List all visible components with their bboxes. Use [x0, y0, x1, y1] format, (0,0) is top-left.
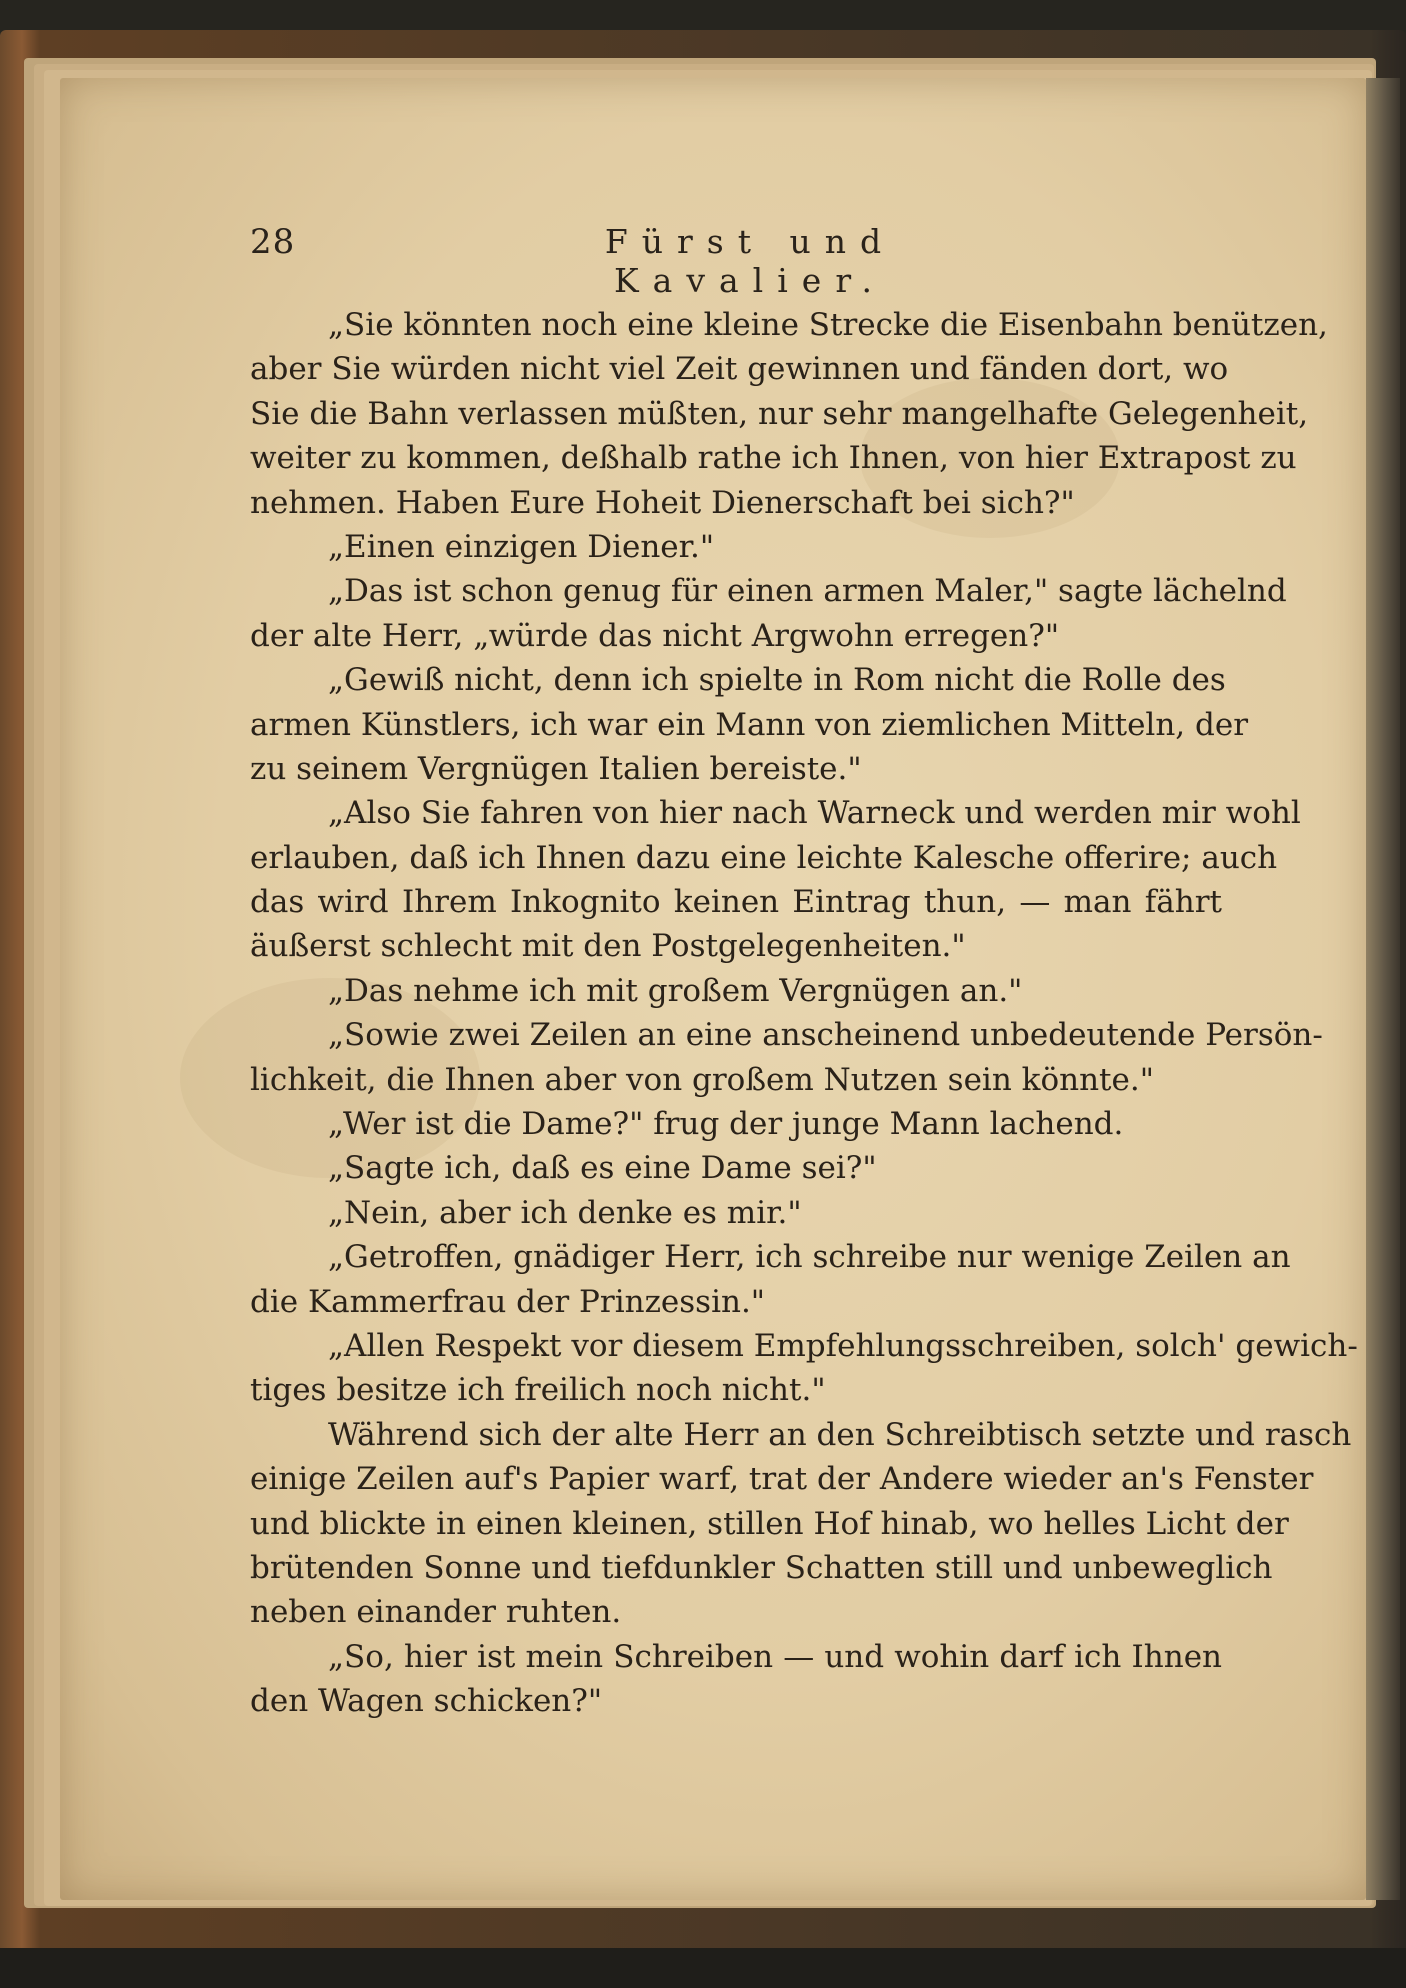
scan-background-bottom	[0, 1948, 1406, 1988]
text-line: „Gewiß nicht, denn ich spielte in Rom nicht die Rolle des	[328, 662, 1226, 699]
text-line: und blickte in einen kleinen, stillen Hof hinab, wo helles Licht der	[250, 1505, 1289, 1542]
text-line: weiter zu kommen, deßhalb rathe ich Ihnen, von hier Extrapost zu	[250, 440, 1297, 477]
text-line: der alte Herr, „würde das nicht Argwohn erregen?"	[250, 617, 1060, 654]
text-line: „Also Sie fahren von hier nach Warneck und werden mir wohl	[328, 795, 1301, 832]
text-line: „So, hier ist mein Schreiben — und wohin darf ich Ihnen	[328, 1638, 1222, 1675]
text-line: „Nein, aber ich denke es mir."	[328, 1194, 802, 1231]
text-line: Während sich der alte Herr an den Schreibtisch setzte und rasch	[328, 1416, 1352, 1453]
text-line: erlauben, daß ich Ihnen dazu eine leichte Kalesche offerire; auch	[250, 839, 1278, 876]
text-line: nehmen. Haben Eure Hoheit Dienerschaft bei sich?"	[250, 484, 1075, 521]
running-title: Fürst und Kavalier.	[604, 222, 896, 300]
text-line: „Allen Respekt vor diesem Empfehlungsschreiben, solch' gewich-	[328, 1327, 1358, 1364]
text-line: zu seinem Vergnügen Italien bereiste."	[250, 750, 862, 787]
text-line: „Sagte ich, daß es eine Dame sei?"	[328, 1150, 877, 1187]
page-fore-edge	[1366, 78, 1400, 1900]
text-line: armen Künstlers, ich war ein Mann von ziemlichen Mitteln, der	[250, 706, 1249, 743]
text-line: äußerst schlecht mit den Postgelegenheiten."	[250, 928, 966, 965]
text-line: „Das ist schon genug für einen armen Maler," sagte lächelnd	[328, 573, 1287, 610]
text-line: „Das nehme ich mit großem Vergnügen an."	[328, 972, 1023, 1009]
text-line: „Sowie zwei Zeilen an eine anscheinend unbedeutende Persön-	[328, 1017, 1323, 1054]
text-line: neben einander ruhten.	[250, 1594, 622, 1631]
text-line: „Einen einzigen Diener."	[328, 528, 715, 565]
text-line: „Getroffen, gnädiger Herr, ich schreibe nur wenige Zeilen an	[328, 1239, 1291, 1276]
text-line: die Kammerfrau der Prinzessin."	[250, 1283, 766, 1320]
text-line: den Wagen schicken?"	[250, 1683, 603, 1720]
text-line: tiges besitze ich freilich noch nicht."	[250, 1372, 826, 1409]
text-line: brütenden Sonne und tiefdunkler Schatten still und unbeweglich	[250, 1549, 1273, 1586]
text-line: lichkeit, die Ihnen aber von großem Nutzen sein könnte."	[250, 1061, 1154, 1098]
text-line: Sie die Bahn verlassen müßten, nur sehr mangelhafte Gelegenheit,	[250, 395, 1309, 432]
text-line: einige Zeilen auf's Papier warf, trat der Andere wieder an's Fenster	[250, 1461, 1314, 1498]
running-head	[250, 222, 1222, 300]
text-line: „Wer ist die Dame?" frug der junge Mann lachend.	[328, 1106, 1124, 1143]
text-line: das wird Ihrem Inkognito keinen Eintrag thun, — man fährt	[250, 884, 1222, 921]
page-number: 28	[250, 222, 296, 262]
text-line: „Sie könnten noch eine kleine Strecke die Eisenbahn benützen,	[328, 307, 1328, 343]
body-text	[250, 303, 1358, 1724]
text-line: aber Sie würden nicht viel Zeit gewinnen und fänden dort, wo	[250, 351, 1229, 388]
